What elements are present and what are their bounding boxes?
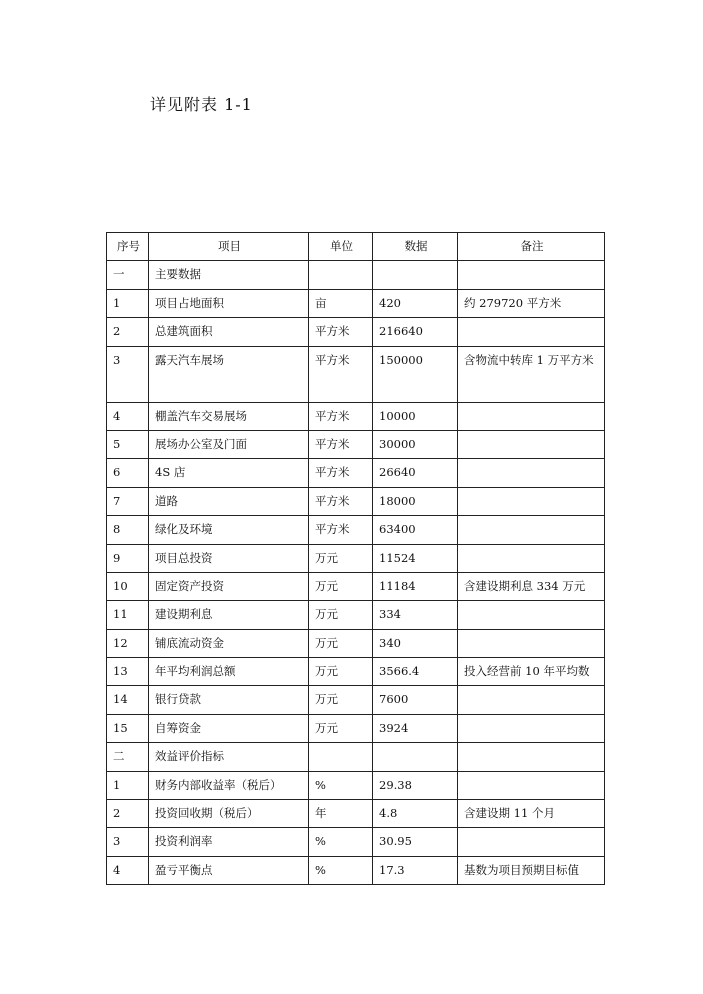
header-value: 数据 — [373, 233, 458, 261]
cell-unit: 万元 — [309, 629, 373, 657]
cell-value: 150000 — [373, 346, 458, 402]
cell-unit: 平方米 — [309, 430, 373, 458]
table-row — [107, 544, 605, 572]
table-row — [107, 572, 605, 600]
cell-index: 12 — [107, 629, 149, 657]
cell-note — [458, 544, 605, 572]
cell-index: 13 — [107, 658, 149, 686]
cell-item: 展场办公室及门面 — [149, 430, 309, 458]
cell-item: 建设期利息 — [149, 601, 309, 629]
cell-note — [458, 459, 605, 487]
page-heading: 详见附表 1-1 — [150, 95, 253, 114]
cell-unit: 万元 — [309, 544, 373, 572]
cell-unit: 平方米 — [309, 318, 373, 346]
cell-index: 一 — [107, 261, 149, 289]
cell-note — [458, 601, 605, 629]
cell-index: 4 — [107, 402, 149, 430]
table-row — [107, 459, 605, 487]
cell-unit: 平方米 — [309, 402, 373, 430]
cell-item: 总建筑面积 — [149, 318, 309, 346]
table-row — [107, 346, 605, 402]
cell-value: 30.95 — [373, 828, 458, 856]
cell-value: 17.3 — [373, 856, 458, 884]
cell-item: 铺底流动资金 — [149, 629, 309, 657]
cell-index: 5 — [107, 430, 149, 458]
table-header-row — [107, 233, 605, 261]
table-row — [107, 516, 605, 544]
cell-index: 4 — [107, 856, 149, 884]
cell-value — [373, 743, 458, 771]
cell-item: 投资利润率 — [149, 828, 309, 856]
header-item: 项目 — [149, 233, 309, 261]
cell-item: 投资回收期（税后） — [149, 800, 309, 828]
cell-index: 7 — [107, 487, 149, 515]
cell-note — [458, 430, 605, 458]
cell-note: 含建设期 11 个月 — [458, 800, 605, 828]
cell-note — [458, 516, 605, 544]
table-row — [107, 430, 605, 458]
cell-item: 财务内部收益率（税后） — [149, 771, 309, 799]
cell-item: 露天汽车展场 — [149, 346, 309, 402]
table-row — [107, 601, 605, 629]
table-row — [107, 318, 605, 346]
cell-value: 3924 — [373, 714, 458, 742]
cell-index: 6 — [107, 459, 149, 487]
header-index: 序号 — [107, 233, 149, 261]
cell-note — [458, 261, 605, 289]
cell-note — [458, 686, 605, 714]
cell-index: 15 — [107, 714, 149, 742]
header-unit: 单位 — [309, 233, 373, 261]
cell-note: 投入经营前 10 年平均数 — [458, 658, 605, 686]
cell-unit: 万元 — [309, 714, 373, 742]
cell-item: 固定资产投资 — [149, 572, 309, 600]
cell-unit: 平方米 — [309, 346, 373, 402]
table-row — [107, 686, 605, 714]
header-note: 备注 — [458, 233, 605, 261]
cell-note — [458, 629, 605, 657]
cell-note: 约 279720 平方米 — [458, 289, 605, 317]
cell-item: 年平均利润总额 — [149, 658, 309, 686]
project-data-table — [106, 232, 605, 885]
table-row — [107, 828, 605, 856]
cell-value: 216640 — [373, 318, 458, 346]
cell-unit: 年 — [309, 800, 373, 828]
cell-value: 29.38 — [373, 771, 458, 799]
table-row — [107, 714, 605, 742]
cell-unit: % — [309, 828, 373, 856]
cell-value: 340 — [373, 629, 458, 657]
cell-unit: 万元 — [309, 686, 373, 714]
table-row — [107, 261, 605, 289]
cell-index: 8 — [107, 516, 149, 544]
cell-note — [458, 402, 605, 430]
cell-item: 棚盖汽车交易展场 — [149, 402, 309, 430]
cell-item: 项目占地面积 — [149, 289, 309, 317]
cell-unit: 万元 — [309, 572, 373, 600]
cell-index: 3 — [107, 828, 149, 856]
cell-value: 11524 — [373, 544, 458, 572]
cell-index: 2 — [107, 318, 149, 346]
table-row — [107, 771, 605, 799]
cell-index: 14 — [107, 686, 149, 714]
table-row — [107, 743, 605, 771]
cell-index: 1 — [107, 289, 149, 317]
cell-value: 334 — [373, 601, 458, 629]
cell-index: 1 — [107, 771, 149, 799]
cell-unit: 平方米 — [309, 516, 373, 544]
cell-value: 30000 — [373, 430, 458, 458]
cell-item: 4S 店 — [149, 459, 309, 487]
cell-note — [458, 714, 605, 742]
cell-index: 11 — [107, 601, 149, 629]
cell-value: 63400 — [373, 516, 458, 544]
cell-unit: 万元 — [309, 658, 373, 686]
cell-note: 含建设期利息 334 万元 — [458, 572, 605, 600]
cell-unit: 平方米 — [309, 487, 373, 515]
cell-item: 绿化及环境 — [149, 516, 309, 544]
cell-unit: 平方米 — [309, 459, 373, 487]
cell-index: 9 — [107, 544, 149, 572]
cell-unit — [309, 743, 373, 771]
cell-value: 18000 — [373, 487, 458, 515]
cell-item: 项目总投资 — [149, 544, 309, 572]
cell-unit: 亩 — [309, 289, 373, 317]
cell-note — [458, 828, 605, 856]
table-row — [107, 856, 605, 884]
cell-index: 二 — [107, 743, 149, 771]
cell-note — [458, 487, 605, 515]
table-row — [107, 402, 605, 430]
cell-unit — [309, 261, 373, 289]
cell-value: 11184 — [373, 572, 458, 600]
cell-index: 2 — [107, 800, 149, 828]
cell-item: 盈亏平衡点 — [149, 856, 309, 884]
cell-item: 主要数据 — [149, 261, 309, 289]
cell-note — [458, 771, 605, 799]
cell-value: 3566.4 — [373, 658, 458, 686]
cell-value: 4.8 — [373, 800, 458, 828]
table-row — [107, 629, 605, 657]
table-body — [107, 261, 605, 885]
cell-value: 10000 — [373, 402, 458, 430]
cell-index: 3 — [107, 346, 149, 402]
cell-value — [373, 261, 458, 289]
cell-value: 26640 — [373, 459, 458, 487]
cell-value: 7600 — [373, 686, 458, 714]
cell-unit: % — [309, 771, 373, 799]
cell-item: 效益评价指标 — [149, 743, 309, 771]
table-row — [107, 289, 605, 317]
cell-note — [458, 318, 605, 346]
cell-item: 自筹资金 — [149, 714, 309, 742]
cell-value: 420 — [373, 289, 458, 317]
cell-index: 10 — [107, 572, 149, 600]
table-row — [107, 658, 605, 686]
cell-item: 道路 — [149, 487, 309, 515]
cell-item: 银行贷款 — [149, 686, 309, 714]
cell-note: 含物流中转库 1 万平方米 — [458, 346, 605, 402]
table-row — [107, 487, 605, 515]
cell-note — [458, 743, 605, 771]
cell-unit: 万元 — [309, 601, 373, 629]
cell-note: 基数为项目预期目标值 — [458, 856, 605, 884]
cell-unit: % — [309, 856, 373, 884]
table-row — [107, 800, 605, 828]
